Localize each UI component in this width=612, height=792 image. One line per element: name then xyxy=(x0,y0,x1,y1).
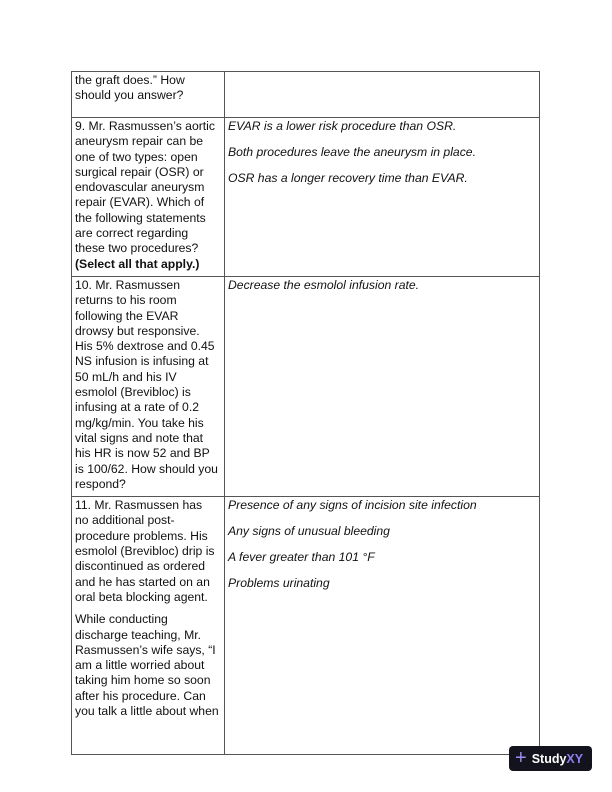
question-line: NS infusion is infusing at xyxy=(75,354,209,369)
question-line: taking him home so soon xyxy=(75,673,211,688)
answer-item: Decrease the esmolol infusion rate. xyxy=(228,277,420,292)
question-line: the graft does.” How xyxy=(75,73,185,87)
table-row xyxy=(72,497,540,755)
question-line: esmolol (Brevibloc) drip is xyxy=(75,544,215,559)
table-row xyxy=(72,72,540,118)
question-line: infusing at a rate of 0.2 xyxy=(75,400,199,415)
select-all-instruction: (Select all that apply.) xyxy=(75,256,200,271)
question-paragraph xyxy=(75,498,221,605)
question-line: these two procedures? xyxy=(75,241,199,256)
table-row xyxy=(72,118,540,277)
question-line: should you answer? xyxy=(75,88,184,103)
answer-item: A fever greater than 101 °F xyxy=(228,549,375,564)
question-paragraph xyxy=(75,119,221,257)
question-line: oral beta blocking agent. xyxy=(75,589,208,604)
question-line: 50 mL/h and his IV xyxy=(75,369,177,384)
question-line: discontinued as ordered xyxy=(75,559,206,574)
question-line: aneurysm repair can be xyxy=(75,134,204,149)
question-line: 11. Mr. Rasmussen has xyxy=(75,498,203,513)
question-line: and he has started on an xyxy=(75,574,210,589)
question-paragraph xyxy=(75,612,221,719)
question-line: endovascular aneurysm xyxy=(75,180,205,195)
question-cell xyxy=(72,72,225,118)
question-line: His 5% dextrose and 0.45 xyxy=(75,339,215,354)
answer-cell xyxy=(225,72,540,118)
question-line: one of two types: open xyxy=(75,149,198,164)
question-paragraph xyxy=(75,73,221,104)
question-cell xyxy=(72,276,225,496)
answer-item: OSR has a longer recovery time than EVAR. xyxy=(228,170,468,185)
question-line: Rasmussen’s wife says, “I xyxy=(75,642,216,657)
answer-item: Both procedures leave the aneurysm in place. xyxy=(228,144,476,159)
question-line: While conducting xyxy=(75,612,168,627)
question-cell xyxy=(72,118,225,277)
answer-item: Presence of any signs of incision site infection xyxy=(228,498,477,513)
answer-item: Any signs of unusual bleeding xyxy=(228,523,390,538)
question-cell xyxy=(72,497,225,755)
question-line: drowsy but responsive. xyxy=(75,323,200,338)
question-line: returns to his room xyxy=(75,293,177,308)
question-paragraph xyxy=(75,278,221,492)
question-line: is 100/62. How should you xyxy=(75,461,218,476)
question-line: discharge teaching, Mr. xyxy=(75,627,202,642)
answer-cell xyxy=(225,497,540,755)
logo-accent: XY xyxy=(566,751,584,766)
logo-text: Study xyxy=(531,751,567,766)
question-line: vital signs and note that xyxy=(75,430,204,445)
question-line: procedure problems. His xyxy=(75,528,208,543)
answer-item: Problems urinating xyxy=(228,575,330,590)
answer-cell xyxy=(225,276,540,496)
question-line: following the EVAR xyxy=(75,308,179,323)
question-line: 10. Mr. Rasmussen xyxy=(75,277,180,292)
question-line: no additional post- xyxy=(75,513,175,528)
question-line: 9. Mr. Rasmussen’s aortic xyxy=(75,119,215,133)
question-line: repair (EVAR). Which of xyxy=(75,195,205,210)
question-line: mg/kg/min. You take his xyxy=(75,415,204,430)
question-line: surgical repair (OSR) or xyxy=(75,164,204,179)
question-line: the following statements xyxy=(75,210,206,225)
question-line: esmolol (Brevibloc) is xyxy=(75,385,191,400)
table-row xyxy=(72,276,540,496)
question-line: you talk a little about when xyxy=(75,703,219,718)
question-line: respond? xyxy=(75,476,126,491)
question-line: am a little worried about xyxy=(75,658,205,673)
plus-icon: + xyxy=(515,746,527,769)
question-line: his HR is now 52 and BP xyxy=(75,446,210,461)
question-answer-table xyxy=(71,71,540,755)
answer-cell xyxy=(225,118,540,277)
question-line: after his procedure. Can xyxy=(75,688,206,703)
answer-item: EVAR is a lower risk procedure than OSR. xyxy=(228,119,457,133)
studyxy-logo[interactable] xyxy=(509,746,592,771)
question-line: are correct regarding xyxy=(75,226,189,241)
